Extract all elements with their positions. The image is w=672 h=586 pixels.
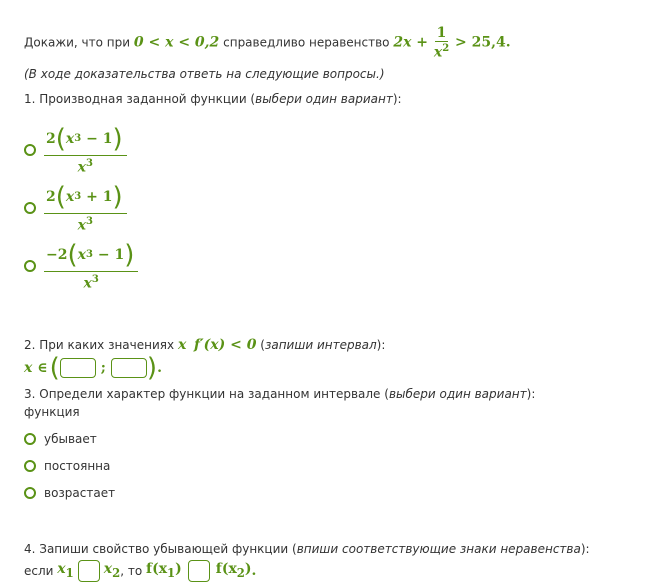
q3-subtitle: функция bbox=[24, 405, 80, 419]
close-paren: ) bbox=[112, 182, 123, 212]
q2-end: . bbox=[157, 360, 162, 376]
q3-close: ): bbox=[526, 387, 536, 401]
task-statement bbox=[24, 26, 511, 60]
inequality-right: > 25,4 bbox=[455, 34, 506, 51]
close-paren: ) bbox=[124, 240, 135, 270]
note: (В ходе доказательства ответь на следующие вопросы.) bbox=[24, 67, 385, 81]
open-paren: ( bbox=[55, 182, 66, 212]
fraction-numerator: 1 bbox=[436, 25, 447, 41]
q2-hint: запиши интервал bbox=[264, 338, 377, 352]
inequality-fraction bbox=[432, 26, 451, 60]
radio-button[interactable] bbox=[24, 433, 36, 445]
fx2-sub: 2 bbox=[236, 565, 245, 580]
task-middle: справедливо неравенство bbox=[223, 35, 390, 50]
sign-input-x[interactable] bbox=[78, 560, 100, 582]
q1-close: ): bbox=[392, 92, 402, 106]
answer-prefix: x ∈ bbox=[24, 360, 48, 376]
sign-input-f[interactable] bbox=[188, 560, 210, 582]
q1-label bbox=[24, 91, 402, 107]
q2-var: x bbox=[177, 337, 187, 353]
inner-exp: 3 bbox=[74, 191, 82, 202]
interval-right-input[interactable] bbox=[111, 358, 147, 378]
open-paren: ( bbox=[67, 240, 78, 270]
den-var: x bbox=[83, 275, 92, 292]
q4-close: ): bbox=[580, 542, 590, 556]
inner-exp: 3 bbox=[74, 133, 82, 144]
den-exp: 3 bbox=[86, 158, 93, 169]
radio-button[interactable] bbox=[24, 202, 36, 214]
q3-label bbox=[24, 386, 535, 402]
q4-label bbox=[24, 541, 590, 557]
derivative-option bbox=[44, 184, 127, 233]
inner-op: − 1 bbox=[86, 131, 113, 147]
x2-sub: 2 bbox=[112, 565, 121, 580]
derivative-option bbox=[44, 126, 127, 175]
q2-hint-close: ): bbox=[376, 338, 386, 352]
fx1-expr: f(x bbox=[146, 561, 168, 578]
option-label: постоянна bbox=[44, 459, 111, 473]
inner-var: x bbox=[65, 131, 75, 147]
inner-var: x bbox=[65, 189, 75, 205]
q2-hint-open: ( bbox=[256, 338, 265, 352]
task-intro: Докажи, что при bbox=[24, 35, 131, 50]
interval-left-input[interactable] bbox=[60, 358, 96, 378]
q3-option-3[interactable] bbox=[24, 486, 115, 500]
q1-hint: выбери один вариант bbox=[255, 92, 393, 106]
q2-label bbox=[24, 337, 385, 353]
q3-option-1[interactable] bbox=[24, 432, 97, 446]
x1-var: x bbox=[57, 561, 66, 578]
close-paren: ) bbox=[146, 353, 158, 383]
condition-formula: 0 < x < 0,2 bbox=[133, 34, 220, 51]
x1-sub: 1 bbox=[65, 565, 74, 580]
q3-hint: выбери один вариант bbox=[388, 387, 527, 401]
q1-option-2[interactable] bbox=[24, 184, 127, 233]
open-paren: ( bbox=[55, 124, 66, 154]
den-var: x bbox=[77, 217, 86, 234]
inner-exp: 3 bbox=[86, 249, 93, 260]
q4-hint: впиши соответствующие знаки неравенства bbox=[296, 542, 581, 556]
decreasing-property: если $x_1$ $x_2$ , то $f(x_1)$ $f(x_2)$ . bbox=[24, 558, 256, 584]
inner-op: − 1 bbox=[97, 247, 125, 263]
x2-var: x bbox=[103, 561, 113, 578]
q2-text: 2. При каких значениях bbox=[24, 338, 175, 352]
interval-separator: ; bbox=[100, 360, 106, 376]
den-var: x bbox=[77, 159, 86, 176]
radio-button[interactable] bbox=[24, 260, 36, 272]
den-exp: 3 bbox=[86, 216, 93, 227]
den-exp: 2 bbox=[442, 43, 450, 54]
fx2-expr: f(x bbox=[215, 561, 237, 578]
option-label: убывает bbox=[44, 432, 97, 446]
fx1-sub: 1 bbox=[167, 565, 176, 580]
open-paren: ( bbox=[49, 353, 60, 383]
radio-button[interactable] bbox=[24, 460, 36, 472]
inequality-left: 2x + bbox=[393, 34, 429, 51]
if-word: если bbox=[24, 564, 54, 578]
derivative-option bbox=[44, 242, 138, 291]
option-label: возрастает bbox=[44, 486, 116, 500]
q3-option-2[interactable] bbox=[24, 459, 110, 473]
radio-button[interactable] bbox=[24, 487, 36, 499]
q4-text: 4. Запиши свойство убывающей функции ( bbox=[24, 542, 297, 556]
radio-button[interactable] bbox=[24, 144, 36, 156]
inner-op: + 1 bbox=[86, 189, 113, 205]
task-end: . bbox=[505, 34, 511, 51]
q1-option-3[interactable] bbox=[24, 242, 138, 291]
fraction-denominator bbox=[432, 42, 451, 60]
q1-text: 1. Производная заданной функции ( bbox=[24, 92, 256, 106]
interval-answer bbox=[24, 353, 162, 383]
then-word: , то bbox=[120, 564, 143, 578]
coef: 2 bbox=[46, 189, 56, 205]
derivative-condition: f′(x) < 0 bbox=[193, 337, 257, 353]
coef: −2 bbox=[46, 247, 68, 263]
close-paren: ) bbox=[112, 124, 123, 154]
den-var: x bbox=[433, 44, 443, 61]
den-exp: 3 bbox=[91, 274, 99, 285]
q1-option-1[interactable] bbox=[24, 126, 127, 175]
q4-end: . bbox=[251, 563, 257, 579]
coef: 2 bbox=[46, 131, 56, 147]
inner-var: x bbox=[77, 247, 86, 263]
q3-text: 3. Определи характер функции на заданном интервале ( bbox=[24, 387, 389, 401]
